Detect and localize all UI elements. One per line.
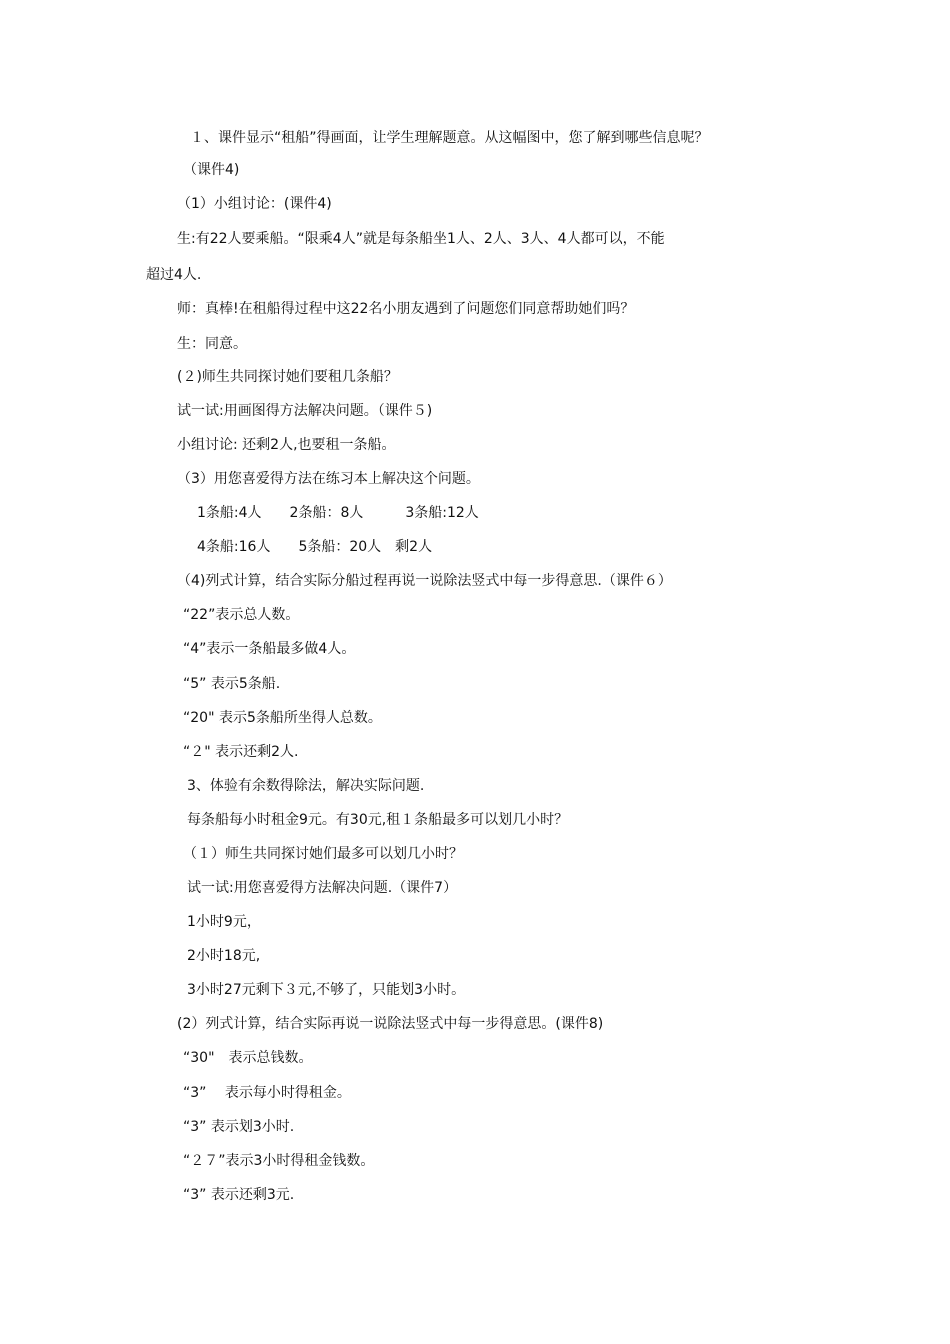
text-line: 1小时9元，: [187, 914, 261, 930]
text-line: “3” 表示划3小时.: [183, 1119, 295, 1135]
text-line: “3” 表示还剩3元.: [183, 1187, 295, 1203]
text-line: 生:有22人要乘船。“限乘4人”就是每条船坐1人、2人、3人、4人都可以，不能: [177, 231, 665, 247]
text-line: “4”表示一条船最多做4人。: [183, 641, 356, 657]
text-line: （3）用您喜爱得方法在练习本上解决这个问题。: [177, 471, 480, 487]
text-line: 2小时18元,: [187, 948, 261, 964]
text-line: 3、体验有余数得除法，解决实际问题.: [187, 778, 425, 794]
text-line: 4条船:16人 5条船：20人 剩2人: [197, 539, 433, 555]
text-line: 每条船每小时租金9元。有30元,租１条船最多可以划几小时？: [187, 812, 569, 828]
text-line: １、课件显示“租船”得画面，让学生理解题意。从这幅图中，您了解到哪些信息呢？: [190, 130, 709, 146]
text-line: “3” 表示每小时得租金。: [183, 1085, 351, 1101]
text-line: 试一试:用您喜爱得方法解决问题.（课件7）: [187, 880, 458, 896]
text-line: 小组讨论: 还剩2人,也要租一条船。: [177, 437, 396, 453]
text-line: 超过4人.: [146, 267, 202, 283]
text-line: （1）小组讨论：(课件4): [177, 196, 332, 212]
text-line: （4)列式计算，结合实际分船过程再说一说除法竖式中每一步得意思.（课件６）: [177, 573, 672, 589]
text-line: “22”表示总人数。: [183, 607, 300, 623]
text-line: 3小时27元剩下３元,不够了，只能划3小时。: [187, 982, 466, 998]
text-line: 试一试:用画图得方法解决问题。（课件５): [177, 403, 433, 419]
text-line: （１）师生共同探讨她们最多可以划几小时？: [183, 846, 463, 862]
text-line: (２)师生共同探讨她们要租几条船？: [177, 369, 398, 385]
text-line: “２７”表示3小时得租金钱数。: [183, 1153, 375, 1169]
text-line: (2）列式计算，结合实际再说一说除法竖式中每一步得意思。(课件8): [177, 1016, 604, 1032]
text-line: 生：同意。: [177, 336, 247, 352]
text-line: “２" 表示还剩2人.: [183, 744, 299, 760]
text-line: “30" 表示总钱数。: [183, 1050, 313, 1066]
text-line: 师：真棒!在租船得过程中这22名小朋友遇到了问题您们同意帮助她们吗？: [177, 301, 635, 317]
text-line: “5” 表示5条船.: [183, 676, 281, 692]
text-line: “20" 表示5条船所坐得人总数。: [183, 710, 382, 726]
text-line: （课件4): [183, 162, 240, 178]
text-line: 1条船:4人 2条船：8人 3条船:12人: [197, 505, 479, 521]
